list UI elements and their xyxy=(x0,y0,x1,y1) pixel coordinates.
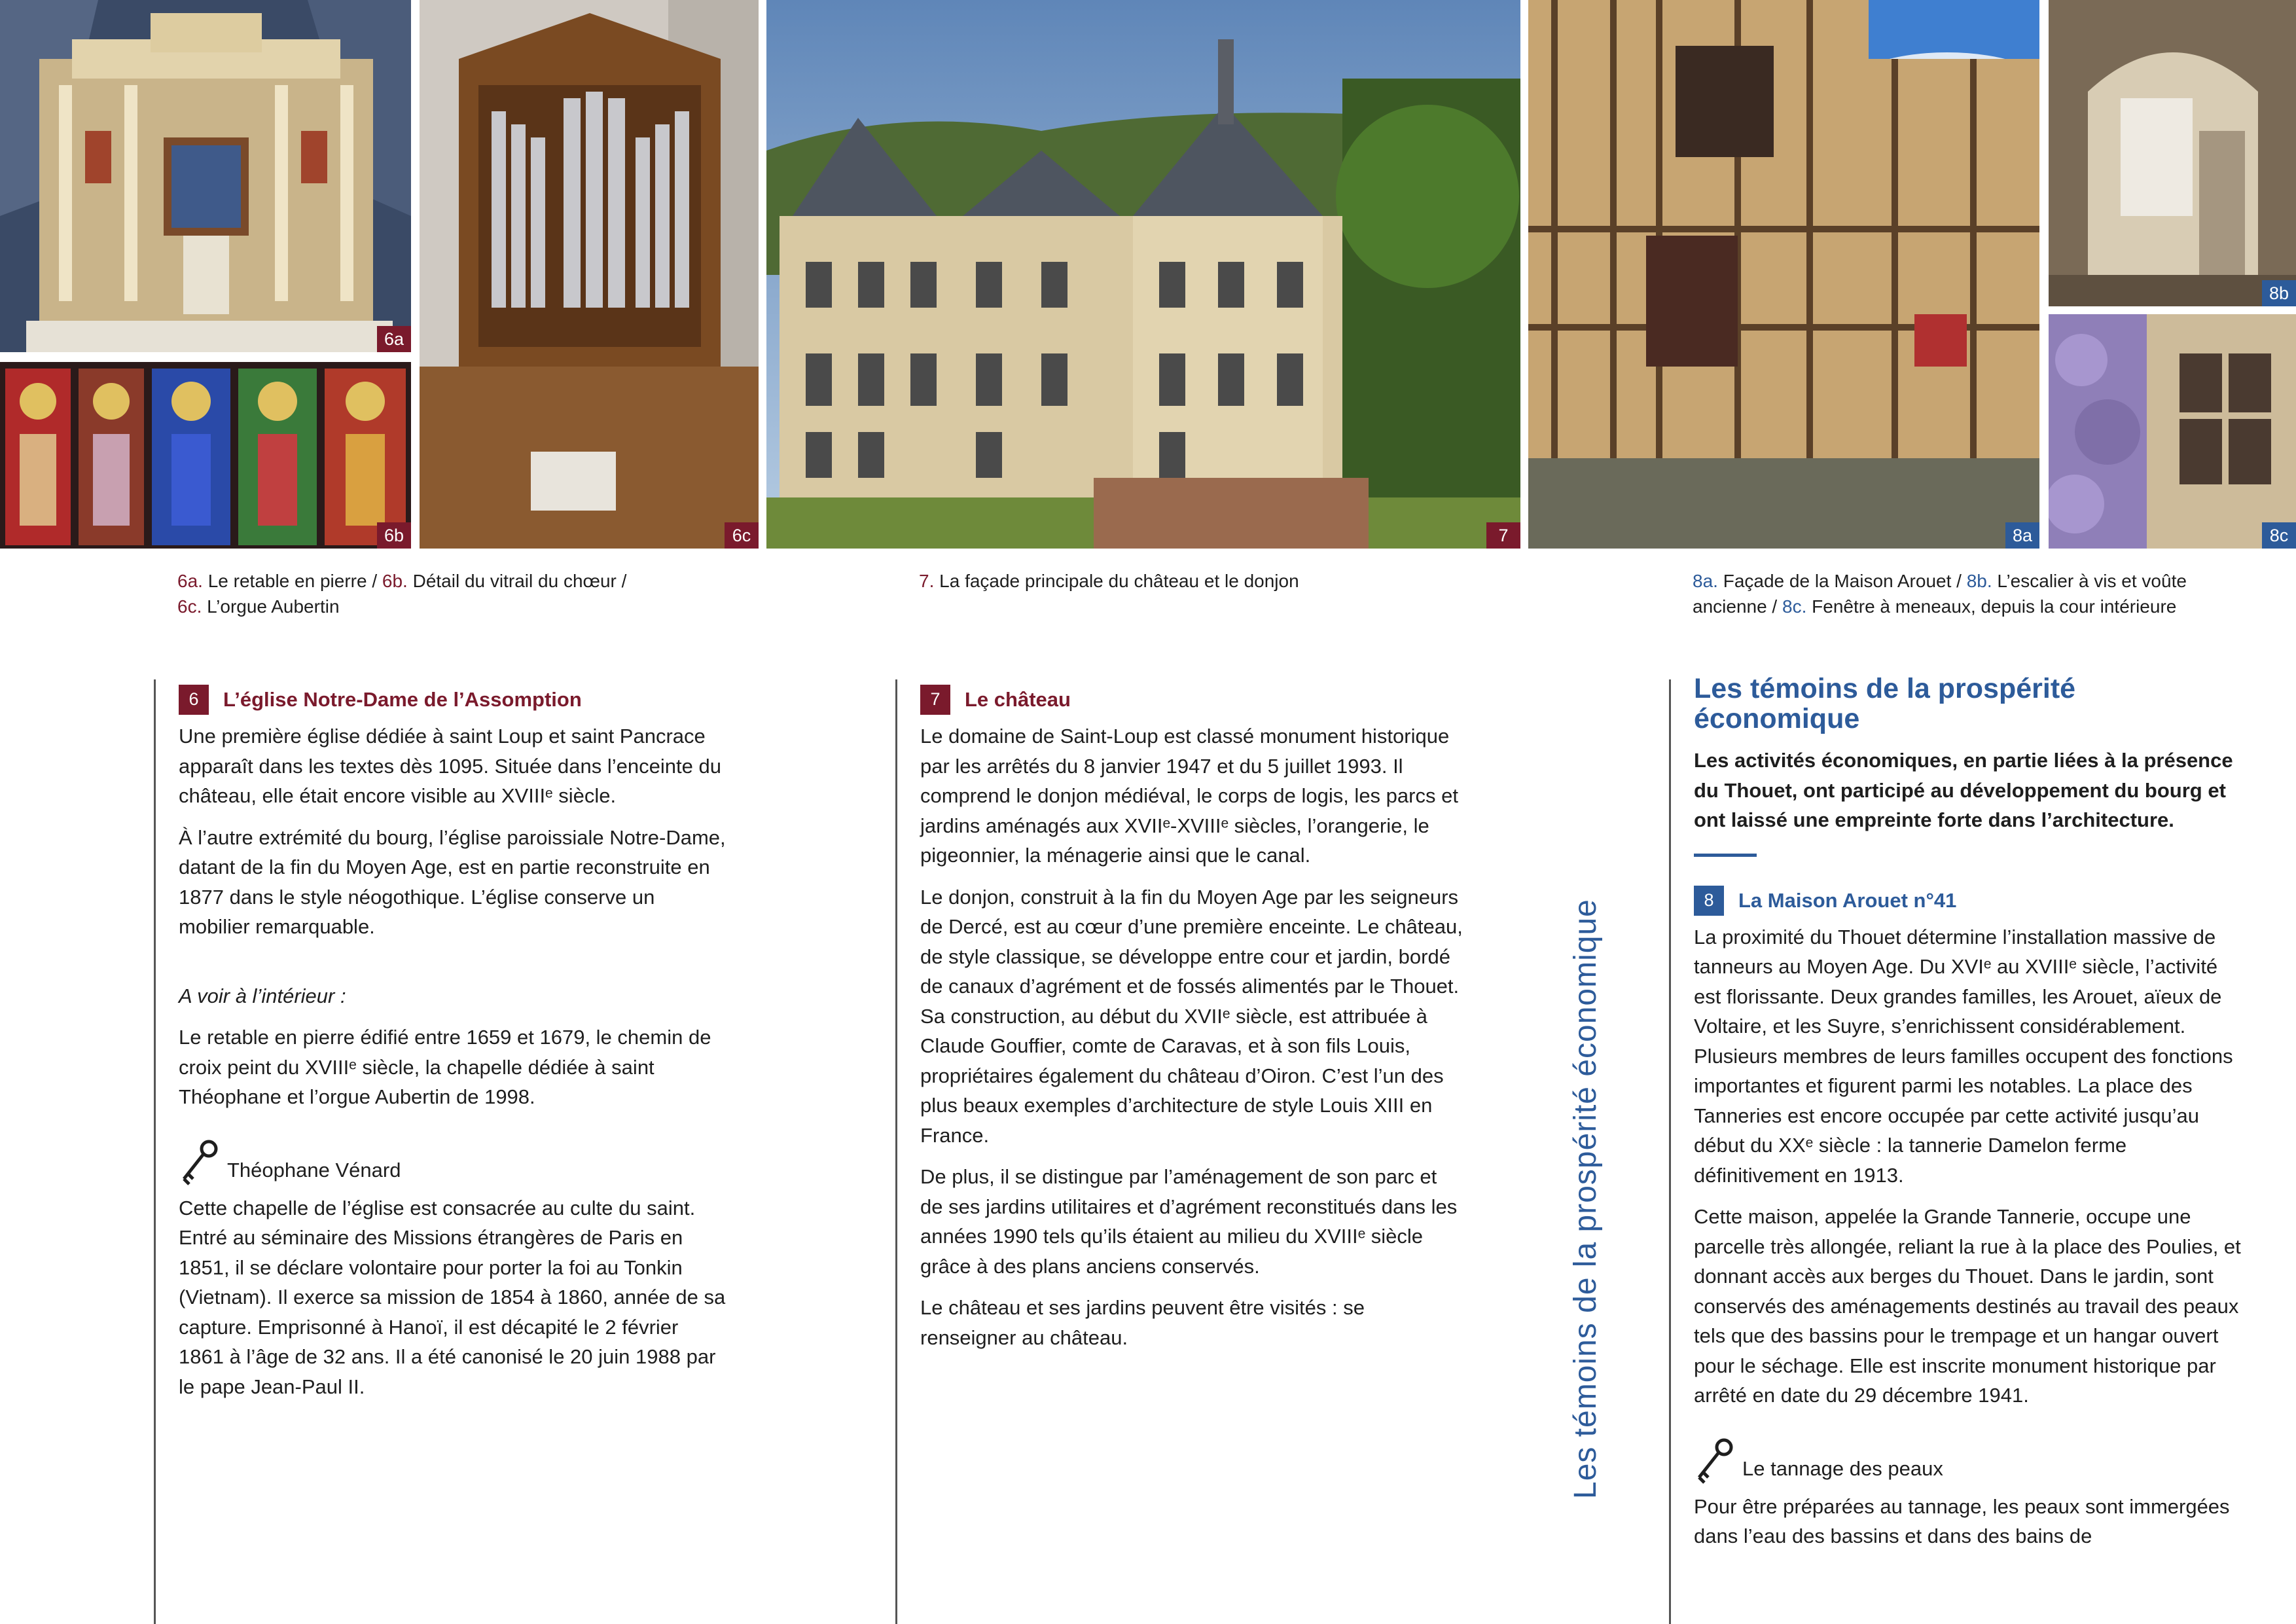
caption-num: 6c. xyxy=(177,596,202,617)
section-heading-eglise xyxy=(179,685,728,715)
caption-num: 8c. xyxy=(1782,596,1807,617)
section-title: La Maison Arouet n°41 xyxy=(1738,888,1957,912)
key-heading xyxy=(179,1138,728,1185)
caption-num: 6a. xyxy=(177,571,203,591)
photo-8c-fenetre xyxy=(2049,314,2296,549)
section-number: 7 xyxy=(920,685,950,715)
section-number: 8 xyxy=(1694,886,1724,916)
photo-label-8b: 8b xyxy=(2262,280,2296,306)
divider-rule xyxy=(1694,854,1757,857)
caption-num: 7. xyxy=(919,571,935,591)
caption-text: ancienne / xyxy=(1693,596,1782,617)
paragraph: La proximité du Thouet détermine l’installation massive de tanneurs au Moyen Age. Du XVIᵉ au XVIIIᵉ siècle, l’activité est florissante. Deux grandes familles, les Arouet, aïeux de Voltaire, et les Suyre, s’enrichissent considérablement. Plusieurs membres de leurs familles occupent des fonctions importantes et figurent parmi les notables. La place des Tanneries est encore occupée par cette activité jusqu’au début du XXᵉ siècle : la tannerie Damelon ferme définitivement en 1913. xyxy=(1694,925,2233,1187)
caption-text: Fenêtre à meneaux, depuis la cour intérieure xyxy=(1806,596,2177,617)
caption-num: 6b. xyxy=(382,571,408,591)
section-number: 6 xyxy=(179,685,209,715)
photo-label-6a: 6a xyxy=(377,326,411,352)
vertical-title-text: Les témoins de la prospérité économique xyxy=(1568,899,1603,1499)
caption-text: L’orgue Aubertin xyxy=(202,596,340,617)
column-prosperite xyxy=(1694,674,2244,1563)
caption-num: 8b. xyxy=(1966,571,1992,591)
paragraph: Cette maison, appelée la Grande Tannerie, occupe une parcelle très allongée, reliant la rue à la place des Poulies, et donnant accès aux berges du Thouet. Dans le jardin, sont conservés des aménagements destinés au travail des peaux tels que des bassins pour le trempage et un hangar ouvert pour le séchage. Elle est inscrite monument historique par arrêté en date du 29 décembre 1941. xyxy=(1694,1205,2241,1407)
photo-6c-orgue xyxy=(420,0,759,549)
photo-6a-retable xyxy=(0,0,411,352)
caption-text: Détail du vitrail du chœur / xyxy=(407,571,627,591)
key-icon xyxy=(1694,1437,1736,1484)
photo-6b-vitrail xyxy=(0,362,411,549)
section-heading-chateau xyxy=(920,685,1463,715)
lead-paragraph: Les activités économiques, en partie liées à la présence du Thouet, ont participé au développement du bourg et ont laissé une empreinte forte dans l’architecture. xyxy=(1694,749,2233,831)
photo-label-6c: 6c xyxy=(725,522,759,549)
caption-text: Façade de la Maison Arouet / xyxy=(1717,571,1967,591)
column-divider xyxy=(1669,679,1671,1624)
paragraph: De plus, il se distingue par l’aménagement de son parc et de ses jardins utilitaires et d’agrément reconstitués dans les années 1990 tels qu’ils étaient au milieu du XVIIIᵉ siècle grâce à des plans anciens conservés. xyxy=(920,1165,1458,1278)
paragraph: Le donjon, construit à la fin du Moyen Age par les seigneurs de Dercé, est au cœur d’une première enceinte. Le château, de style classique, se développe entre cour et jardin, bordé de canaux d’agrément et de fossés alimentés par le Thouet. Sa construction, au début du XVIIᵉ siècle, est attribuée à Claude Gouffier, comte de Caravas, et à son fils Louis, propriétaires également du château d’Oiron. C’est l’un des plus beaux exemples d’architecture de style Louis XIII en France. xyxy=(920,885,1463,1147)
paragraph: Une première église dédiée à saint Loup et saint Pancrace apparaît dans les textes dès 1095. Située dans l’enceinte du château, elle était encore visible au XVIIIᵉ siècle. xyxy=(179,725,721,807)
key-title: Le tannage des peaux xyxy=(1742,1457,1943,1480)
key-title: Théophane Vénard xyxy=(227,1159,401,1182)
paragraph: Pour être préparées au tannage, les peaux sont immergées dans l’eau des bassins et dans des bains de xyxy=(1694,1494,2230,1547)
page-section-title: Les témoins de la prospérité économique xyxy=(1694,673,2076,734)
caption-left xyxy=(177,568,766,619)
column-chateau xyxy=(920,685,1463,1364)
caption-right xyxy=(1693,568,2295,619)
key-heading xyxy=(1694,1437,2244,1484)
photo-label-8a: 8a xyxy=(2005,522,2039,549)
section-title: L’église Notre-Dame de l’Assomption xyxy=(223,688,582,712)
subheading-a-voir: A voir à l’intérieur : xyxy=(179,984,346,1007)
column-eglise xyxy=(179,685,728,1413)
paragraph: Cette chapelle de l’église est consacrée au culte du saint. Entré au séminaire des Missions étrangères de Paris en 1851, il se déclare volontaire pour porter la foi au Tonkin (Vietnam). Il exerce sa mission de 1854 à 1860, année de sa capture. Emprisonné à Hanoï, il est décapité le 2 février 1861 à l’âge de 32 ans. Il a été canonisé le 20 juin 1988 par le pape Jean-Paul II. xyxy=(179,1196,726,1398)
photo-label-7: 7 xyxy=(1486,522,1520,549)
photo-8b-escalier xyxy=(2049,0,2296,306)
paragraph: Le retable en pierre édifié entre 1659 et 1679, le chemin de croix peint du XVIIIᵉ siècle, la chapelle dédiée à saint Théophane et l’orgue Aubertin de 1998. xyxy=(179,1026,711,1108)
section-heading-maison-arouet xyxy=(1694,886,2244,916)
caption-middle xyxy=(919,568,1508,594)
caption-text: La façade principale du château et le donjon xyxy=(934,571,1299,591)
paragraph: Le domaine de Saint-Loup est classé monument historique par les arrêtés du 8 janvier 1947 et du 5 juillet 1993. Il comprend le donjon médiéval, le corps de logis, les parcs et jardins aménagés aux XVIIᵉ-XVIIIᵉ siècles, l’orangerie, le pigeonnier, la ménagerie ainsi que le canal. xyxy=(920,725,1458,867)
paragraph: À l’autre extrémité du bourg, l’église paroissiale Notre-Dame, datant de la fin du Moyen Age, est en partie reconstruite en 1877 dans le style néogothique. L’église conserve un mobilier remarquable. xyxy=(179,825,726,938)
section-title: Le château xyxy=(965,688,1071,712)
photo-8a-maison-arouet xyxy=(1528,0,2039,549)
photo-label-6b: 6b xyxy=(377,522,411,549)
column-divider xyxy=(895,679,897,1624)
key-icon xyxy=(179,1138,221,1185)
caption-text: Le retable en pierre / xyxy=(202,571,382,591)
photo-label-8c: 8c xyxy=(2262,522,2296,549)
caption-num: 8a. xyxy=(1693,571,1718,591)
column-divider xyxy=(154,679,156,1624)
paragraph: Le château et ses jardins peuvent être visités : se renseigner au château. xyxy=(920,1296,1365,1349)
caption-text: L’escalier à vis et voûte xyxy=(1992,571,2187,591)
photo-7-chateau xyxy=(766,0,1520,549)
